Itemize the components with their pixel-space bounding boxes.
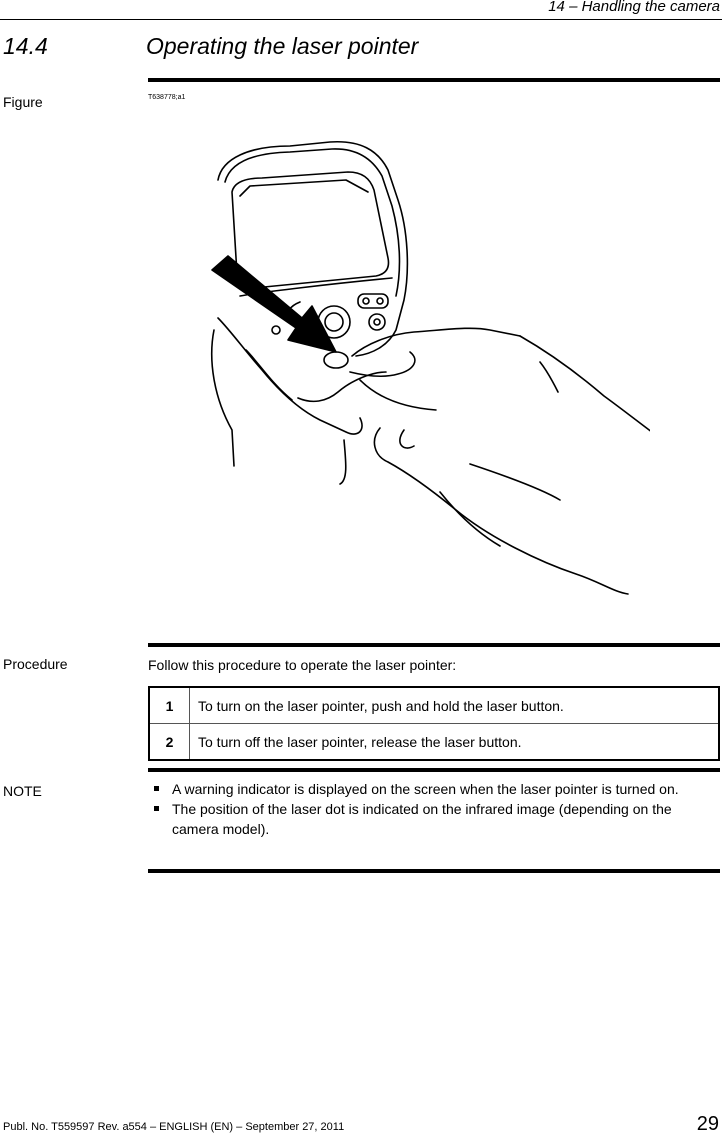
procedure-label: Procedure [3, 656, 68, 672]
note-list [148, 779, 720, 839]
header-rule [0, 19, 722, 20]
note-label: NOTE [3, 783, 42, 799]
procedure-rule [148, 643, 720, 647]
figure-id: T638778;a1 [148, 94, 186, 101]
right-hand [352, 328, 520, 356]
bullet-icon [154, 806, 159, 811]
note-bottom-rule [148, 869, 720, 873]
procedure-steps-table [148, 686, 720, 761]
table-row [149, 724, 719, 761]
list-item [148, 799, 720, 839]
arrow-indicator [212, 256, 336, 352]
page-number: 29 [696, 1113, 719, 1135]
figure-label: Figure [3, 94, 43, 110]
note-text: A warning indicator is displayed on the screen when the laser pointer is turned on. [172, 781, 679, 797]
list-item [148, 779, 720, 799]
camera-screen [232, 172, 389, 288]
left-hand [212, 330, 234, 466]
section-number: 14.4 [3, 33, 48, 59]
running-header: 14 – Handling the camera [548, 0, 720, 15]
section-rule [148, 78, 720, 82]
step-text: To turn off the laser pointer, release the laser button. [190, 724, 720, 761]
bullet-icon [154, 786, 159, 791]
procedure-intro: Follow this procedure to operate the laser pointer: [148, 657, 457, 673]
publication-footer: Publ. No. T559597 Rev. a554 – ENGLISH (EN) – September 27, 2011 [3, 1121, 345, 1133]
note-top-rule [148, 768, 720, 772]
laser-button [324, 352, 348, 368]
step-number: 1 [149, 687, 190, 724]
step-text: To turn on the laser pointer, push and hold the laser button. [190, 687, 720, 724]
section-title: Operating the laser pointer [146, 33, 419, 59]
table-row [149, 687, 719, 724]
step-number: 2 [149, 724, 190, 761]
note-text: The position of the laser dot is indicated on the infrared image (depending on the camera model). [172, 801, 672, 837]
camera-laser-illustration [190, 140, 650, 610]
